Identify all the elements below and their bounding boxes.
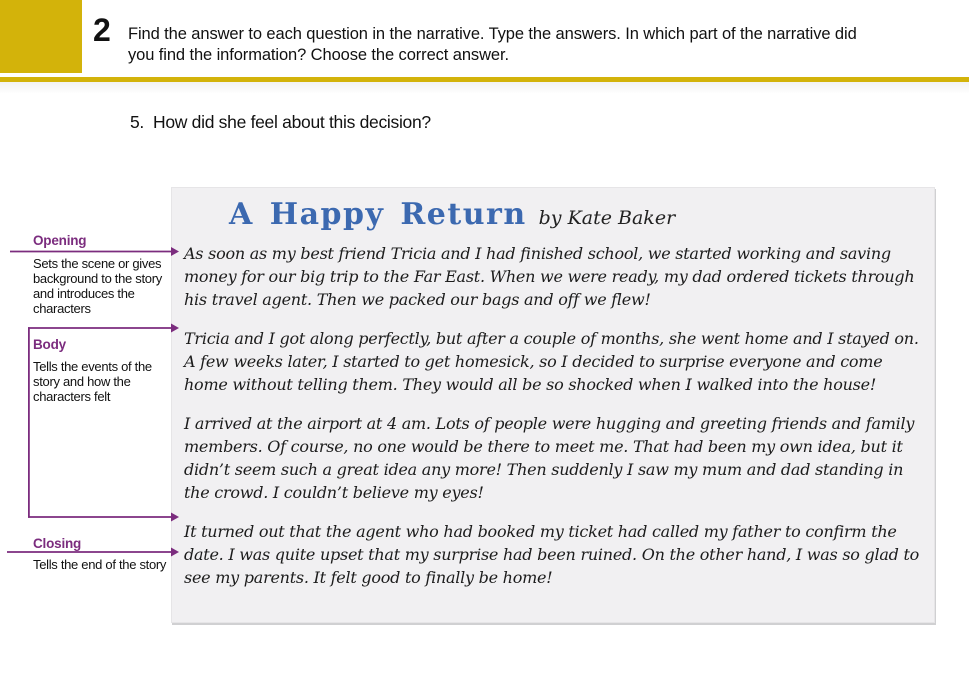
gold-corner-block — [0, 0, 82, 73]
narrative-paragraph-body-1: Tricia and I got along perfectly, but after a couple of months, she went home and I stayed on. A few weeks later, I started to get homesick, so I decided to surprise everyone and come home without telling them. They would all be so shocked when I walked into the house! — [184, 329, 919, 394]
annotation-desc-opening: Sets the scene or gives background to the story and introduces the characters — [33, 256, 162, 316]
annotation-desc-body: Tells the events of the story and how the characters felt — [33, 359, 152, 404]
exercise-number: 2 — [93, 12, 111, 48]
question-text: How did she feel about this decision? — [153, 112, 431, 132]
narrative-title-row — [229, 197, 920, 232]
narrative-body — [184, 242, 920, 589]
narrative-title: A Happy Return — [229, 197, 527, 232]
divider-shadow — [0, 82, 969, 94]
narrative-paragraph-closing: It turned out that the agent who had booked my ticket had called my father to confirm the date. I was quite upset that my surprise had been ruined. On the other hand, I was so glad to see my parents. It felt good to finally be home! — [184, 522, 920, 587]
annotation-desc-closing: Tells the end of the story — [33, 557, 167, 572]
narrative-panel — [171, 187, 935, 623]
annotation-label-closing: Closing — [33, 536, 82, 551]
annotation-label-body: Body — [33, 337, 66, 352]
narrative-byline: by Kate Baker — [538, 207, 676, 229]
annotation-connector-lines — [0, 0, 200, 691]
question-5 — [130, 112, 431, 133]
narrative-paragraph-opening: As soon as my best friend Tricia and I had finished school, we started working and saving money for our big trip to the Far East. When we were ready, my dad ordered tickets through his travel agent. Then we packed our bags and off we flew! — [184, 244, 915, 309]
narrative-paragraph-body-2: I arrived at the airport at 4 am. Lots of people were hugging and greeting friends and family members. Of course, no one would be there to meet me. That had been my own idea, but it didn’t seem such a great idea any more! Then suddenly I saw my mum and dad standing in the crowd. I couldn’t believe my eyes! — [184, 414, 915, 502]
question-number: 5. — [130, 112, 144, 132]
annotation-label-opening: Opening — [33, 233, 87, 248]
exercise-instruction: Find the answer to each question in the narrative. Type the answers. In which part of the narrative did you find the information? Choose the correct answer. — [128, 25, 857, 64]
